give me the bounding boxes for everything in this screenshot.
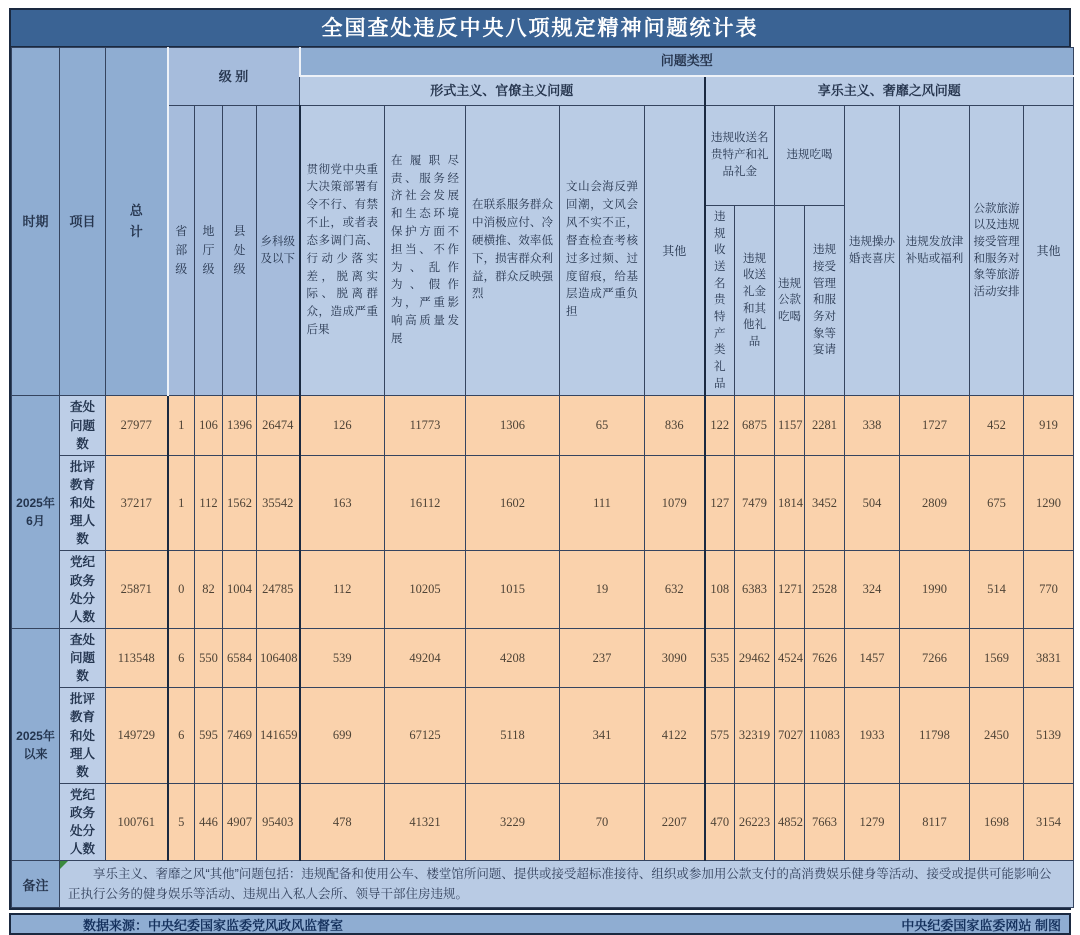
table-sheet — [9, 8, 1071, 910]
value-cell: 919 — [1024, 396, 1074, 455]
value-cell: 19 — [560, 551, 645, 629]
value-cell: 3154 — [1024, 783, 1074, 861]
value-cell: 16112 — [385, 455, 466, 551]
value-cell: 35542 — [257, 455, 300, 551]
value-cell: 4122 — [645, 688, 705, 784]
value-cell: 338 — [845, 396, 900, 455]
item-label: 查处问题数 — [60, 396, 106, 455]
value-cell: 11773 — [385, 396, 466, 455]
cell-flag-triangle-icon — [60, 861, 68, 869]
col-group-level: 级 别 — [168, 48, 300, 106]
value-cell: 27977 — [106, 396, 168, 455]
level-label: 县处级 — [233, 223, 246, 277]
value-cell: 141659 — [257, 688, 300, 784]
value-cell: 122 — [705, 396, 735, 455]
value-cell: 8117 — [900, 783, 970, 861]
col-group-hedonism: 享乐主义、奢靡之风问题 — [705, 76, 1074, 106]
value-cell: 29462 — [735, 628, 775, 687]
value-cell: 7469 — [223, 688, 257, 784]
col-header-period: 时期 — [12, 48, 60, 396]
value-cell: 7479 — [735, 455, 775, 551]
value-cell: 24785 — [257, 551, 300, 629]
value-cell: 341 — [560, 688, 645, 784]
value-cell: 11083 — [805, 688, 845, 784]
value-cell: 113548 — [106, 628, 168, 687]
value-cell: 675 — [970, 455, 1024, 551]
value-cell: 550 — [195, 628, 223, 687]
col-header-formalism-4: 文山会海反弹回潮，文风会风不实不正，督查检查考核过多过频、过度留痕，给基层造成严重负担 — [560, 106, 645, 396]
value-cell: 632 — [645, 551, 705, 629]
value-cell: 7663 — [805, 783, 845, 861]
value-cell: 70 — [560, 783, 645, 861]
value-cell: 2281 — [805, 396, 845, 455]
value-cell: 5118 — [466, 688, 560, 784]
level-label: 地厅级 — [202, 223, 215, 277]
col-header-item: 项目 — [60, 48, 106, 396]
value-cell: 539 — [300, 628, 385, 687]
statistics-table — [11, 47, 1074, 908]
value-cell: 26474 — [257, 396, 300, 455]
value-cell: 6875 — [735, 396, 775, 455]
value-cell: 7027 — [775, 688, 805, 784]
value-cell: 25871 — [106, 551, 168, 629]
value-cell: 41321 — [385, 783, 466, 861]
value-cell: 6 — [168, 688, 195, 784]
value-cell: 5 — [168, 783, 195, 861]
remarks-row — [12, 861, 1074, 908]
value-cell: 1015 — [466, 551, 560, 629]
value-cell: 6383 — [735, 551, 775, 629]
value-cell: 5139 — [1024, 688, 1074, 784]
value-cell: 26223 — [735, 783, 775, 861]
value-cell: 3229 — [466, 783, 560, 861]
value-cell: 1396 — [223, 396, 257, 455]
item-label: 党纪政务处分人数 — [60, 551, 106, 629]
header-row-3 — [12, 106, 1074, 206]
item-label: 批评教育和处理人数 — [60, 688, 106, 784]
value-cell: 10205 — [385, 551, 466, 629]
value-cell: 595 — [195, 688, 223, 784]
col-group-formalism: 形式主义、官僚主义问题 — [300, 76, 705, 106]
value-cell: 6 — [168, 628, 195, 687]
col-header-weddings-funerals: 违规操办婚丧喜庆 — [845, 106, 900, 396]
value-cell: 3090 — [645, 628, 705, 687]
col-group-gifts: 违规收送名贵特产和礼品礼金 — [705, 106, 775, 206]
value-cell: 2809 — [900, 455, 970, 551]
value-cell: 163 — [300, 455, 385, 551]
value-cell: 470 — [705, 783, 735, 861]
value-cell: 126 — [300, 396, 385, 455]
value-cell: 2450 — [970, 688, 1024, 784]
value-cell: 1727 — [900, 396, 970, 455]
col-header-gifts-specialty: 违规收送名贵特产类礼品 — [705, 206, 735, 396]
col-header-total — [106, 48, 168, 396]
credit-text: 中央纪委国家监委网站 制图 — [901, 917, 1061, 933]
table-row — [12, 551, 1074, 629]
value-cell: 1290 — [1024, 455, 1074, 551]
col-header-level-province — [168, 106, 195, 396]
value-cell: 1933 — [845, 688, 900, 784]
table-row — [12, 628, 1074, 687]
value-cell: 535 — [705, 628, 735, 687]
value-cell: 1004 — [223, 551, 257, 629]
col-header-dining-public-funds: 违规公款吃喝 — [775, 206, 805, 396]
item-label: 查处问题数 — [60, 628, 106, 687]
table-title: 全国查处违反中央八项规定精神问题统计表 — [11, 10, 1069, 47]
col-header-level-township: 乡科级及以下 — [257, 106, 300, 396]
value-cell: 127 — [705, 455, 735, 551]
value-cell: 4524 — [775, 628, 805, 687]
col-header-formalism-other: 其他 — [645, 106, 705, 396]
value-cell: 237 — [560, 628, 645, 687]
value-cell: 452 — [970, 396, 1024, 455]
item-label: 批评教育和处理人数 — [60, 455, 106, 551]
value-cell: 149729 — [106, 688, 168, 784]
data-source-text: 数据来源：中央纪委国家监委党风政风监督室 — [83, 917, 344, 933]
table-row — [12, 783, 1074, 861]
col-header-formalism-2: 在履职尽责、服务经济社会发展和生态环境保护方面不担当、不作为、乱作为、假作为，严重影响高质量发展 — [385, 106, 466, 396]
value-cell: 3831 — [1024, 628, 1074, 687]
col-group-dining: 违规吃喝 — [775, 106, 845, 206]
table-row — [12, 688, 1074, 784]
value-cell: 6584 — [223, 628, 257, 687]
value-cell: 108 — [705, 551, 735, 629]
value-cell: 1602 — [466, 455, 560, 551]
col-header-formalism-1: 贯彻党中央重大决策部署有令不行、有禁不止，或者表态多调门高、行动少落实差，脱离实际、脱离群众，造成严重后果 — [300, 106, 385, 396]
value-cell: 7266 — [900, 628, 970, 687]
value-cell: 4907 — [223, 783, 257, 861]
col-header-public-funded-travel: 公款旅游以及违规接受管理和服务对象等旅游活动安排 — [970, 106, 1024, 396]
value-cell: 65 — [560, 396, 645, 455]
value-cell: 37217 — [106, 455, 168, 551]
value-cell: 2207 — [645, 783, 705, 861]
remarks-label: 备注 — [12, 861, 60, 908]
remarks-text: 享乐主义、奢靡之风“其他”问题包括：违规配备和使用公车、楼堂馆所问题、提供或接受超标准接待、组织或参加用公款支付的高消费娱乐健身等活动、接受或提供可能影响公正执行公务的健身娱乐等活动、违规出入私人会所、领导干部住房违规。 — [68, 867, 1052, 902]
level-label: 省部级 — [175, 223, 188, 277]
col-group-problem-type: 问题类型 — [300, 48, 1074, 76]
value-cell: 1079 — [645, 455, 705, 551]
period-cell-june-2025: 2025年6月 — [12, 396, 60, 629]
table-row — [12, 396, 1074, 455]
value-cell: 100761 — [106, 783, 168, 861]
value-cell: 111 — [560, 455, 645, 551]
value-cell: 770 — [1024, 551, 1074, 629]
value-cell: 1157 — [775, 396, 805, 455]
value-cell: 1 — [168, 455, 195, 551]
col-header-level-county — [223, 106, 257, 396]
value-cell: 7626 — [805, 628, 845, 687]
period-cell-since-2025: 2025年以来 — [12, 628, 60, 861]
value-cell: 504 — [845, 455, 900, 551]
value-cell: 575 — [705, 688, 735, 784]
col-header-allowances: 违规发放津补贴或福利 — [900, 106, 970, 396]
value-cell: 1562 — [223, 455, 257, 551]
footer-bar — [9, 913, 1071, 935]
value-cell: 699 — [300, 688, 385, 784]
value-cell: 4208 — [466, 628, 560, 687]
value-cell: 1569 — [970, 628, 1024, 687]
value-cell: 0 — [168, 551, 195, 629]
header-row-1 — [12, 48, 1074, 76]
value-cell: 4852 — [775, 783, 805, 861]
value-cell: 1990 — [900, 551, 970, 629]
value-cell: 1698 — [970, 783, 1024, 861]
col-header-gifts-cash: 违规收送礼金和其他礼品 — [735, 206, 775, 396]
value-cell: 3452 — [805, 455, 845, 551]
col-header-formalism-3: 在联系服务群众中消极应付、冷硬横推、效率低下，损害群众利益，群众反映强烈 — [466, 106, 560, 396]
value-cell: 67125 — [385, 688, 466, 784]
value-cell: 1271 — [775, 551, 805, 629]
value-cell: 49204 — [385, 628, 466, 687]
value-cell: 95403 — [257, 783, 300, 861]
value-cell: 11798 — [900, 688, 970, 784]
col-header-total-label: 总计 — [129, 202, 143, 239]
item-label: 党纪政务处分人数 — [60, 783, 106, 861]
value-cell: 836 — [645, 396, 705, 455]
col-header-level-prefecture — [195, 106, 223, 396]
value-cell: 478 — [300, 783, 385, 861]
value-cell: 1457 — [845, 628, 900, 687]
value-cell: 1 — [168, 396, 195, 455]
value-cell: 106408 — [257, 628, 300, 687]
value-cell: 514 — [970, 551, 1024, 629]
value-cell: 1814 — [775, 455, 805, 551]
value-cell: 82 — [195, 551, 223, 629]
value-cell: 446 — [195, 783, 223, 861]
table-row — [12, 455, 1074, 551]
value-cell: 324 — [845, 551, 900, 629]
value-cell: 112 — [195, 455, 223, 551]
value-cell: 106 — [195, 396, 223, 455]
col-header-hedonism-other: 其他 — [1024, 106, 1074, 396]
remarks-cell — [60, 861, 1074, 908]
value-cell: 2528 — [805, 551, 845, 629]
value-cell: 112 — [300, 551, 385, 629]
value-cell: 1306 — [466, 396, 560, 455]
value-cell: 32319 — [735, 688, 775, 784]
value-cell: 1279 — [845, 783, 900, 861]
col-header-dining-banquets: 违规接受管理和服务对象等宴请 — [805, 206, 845, 396]
